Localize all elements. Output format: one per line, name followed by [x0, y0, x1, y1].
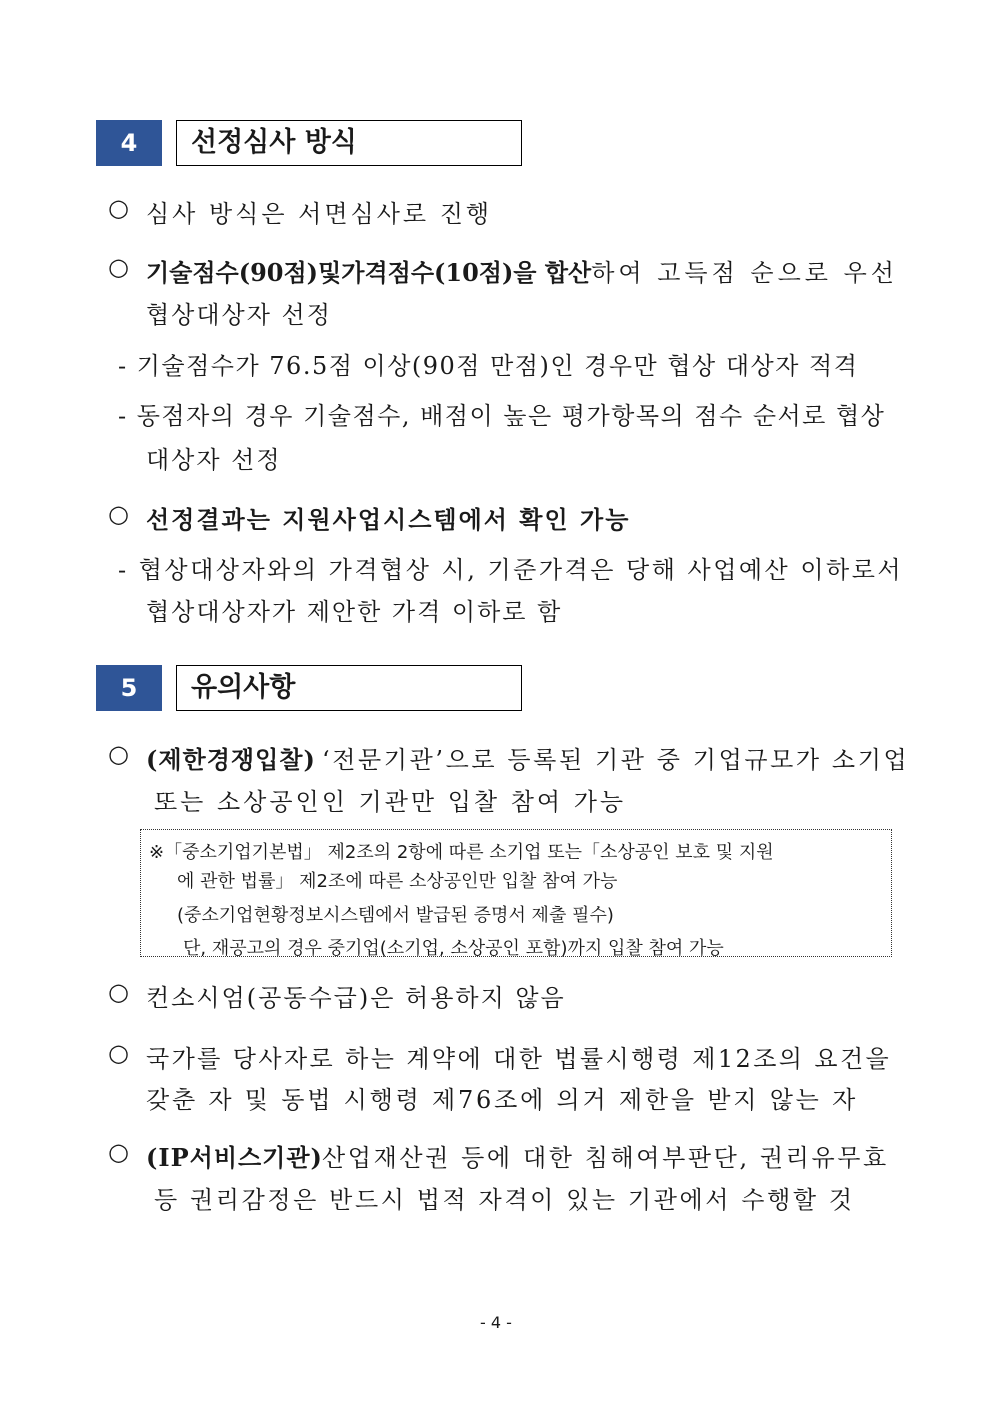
s4-dash3-cont: 협상대상자가 제안한 가격 이하로 함 [146, 598, 563, 626]
section-4-title: 선정심사 방식 [176, 120, 522, 166]
note-line-3: (중소기업현황정보시스템에서 발급된 증명서 제출 필수) [177, 905, 614, 926]
s5-item3: 국가를 당사자로 하는 계약에 대한 법률시행령 제12조의 요건을 [146, 1045, 892, 1073]
note-line-2: 에 관한 법률」 제2조에 따른 소상공인만 입찰 참여 가능 [177, 871, 618, 892]
s5-item4-rest: 산업재산권 등에 대한 침해여부판단, 권리유무효 [322, 1144, 889, 1172]
bullet: ○ [108, 253, 130, 281]
bullet: ○ [108, 500, 130, 528]
s4-item2 [146, 253, 898, 288]
s5-item2: 컨소시엄(공동수급)은 허용하지 않음 [146, 984, 566, 1012]
bullet: ○ [108, 1138, 130, 1166]
s5-item1-rest: ‘전문기관’으로 등록된 기관 중 기업규모가 소기업 [322, 746, 910, 774]
s4-item2-cont: 협상대상자 선정 [146, 301, 332, 329]
bullet: ○ [108, 978, 130, 1006]
s4-dash1: - 기술점수가 76.5점 이상(90점 만점)인 경우만 협상 대상자 적격 [118, 352, 859, 380]
section-4-number: 4 [96, 120, 162, 166]
page-number: - 4 - [480, 1313, 512, 1332]
bullet: ○ [108, 194, 130, 222]
s4-dash2-cont: 대상자 선정 [146, 446, 282, 474]
bullet: ○ [108, 740, 130, 768]
note-line-1: ※「중소기업기본법」 제2조의 2항에 따른 소기업 또는「소상공인 보호 및 지원 [149, 842, 774, 863]
s5-item3-cont: 갖춘 자 및 동법 시행령 제76조에 의거 제한을 받지 않는 자 [146, 1086, 859, 1114]
s5-item1-cont: 또는 소상공인인 기관만 입찰 참여 가능 [154, 788, 627, 816]
s5-item4-bold: (IP서비스기관) [146, 1143, 323, 1172]
s4-item2-mid: 및 [318, 258, 342, 287]
note-box [140, 829, 892, 957]
s4-item2-bold2: 가격점수(10점)을 합산 [341, 258, 592, 287]
s5-item4-cont: 등 권리감정은 반드시 법적 자격이 있는 기관에서 수행할 것 [154, 1186, 855, 1214]
s4-item1: 심사 방식은 서면심사로 진행 [146, 200, 493, 228]
s4-dash3: - 협상대상자와의 가격협상 시, 기준가격은 당해 사업예산 이하로서 [118, 556, 904, 584]
s5-item1-bold: (제한경쟁입찰) [146, 745, 316, 774]
section-5-number: 5 [96, 665, 162, 711]
s4-dash2: - 동점자의 경우 기술점수, 배점이 높은 평가항목의 점수 순서로 협상 [118, 402, 886, 430]
s4-item2-bold1: 기술점수(90점) [146, 258, 319, 287]
s4-item3: 선정결과는 지원사업시스템에서 확인 가능 [146, 505, 631, 534]
section-5-title: 유의사항 [176, 665, 522, 711]
s4-item2-rest: 하여 고득점 순으로 우선 [591, 259, 898, 287]
bullet: ○ [108, 1039, 130, 1067]
note-line-4: 단, 재공고의 경우 중기업(소기업, 소상공인 포함)까지 입찰 참여 가능 [183, 938, 724, 959]
